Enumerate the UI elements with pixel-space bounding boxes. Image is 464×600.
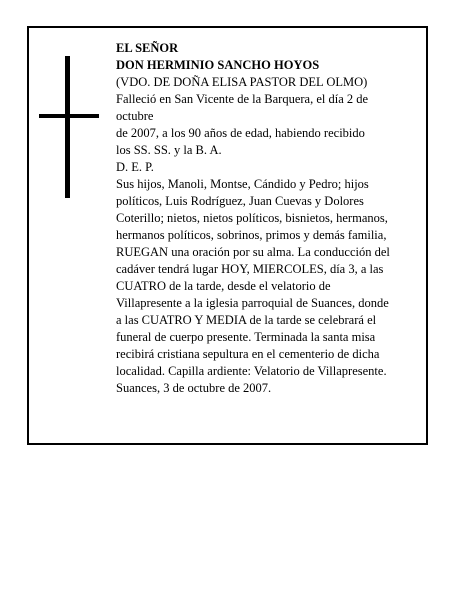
body-line: los SS. SS. y la B. A. — [116, 143, 222, 157]
body-line: recibirá cristiana sepultura en el cementerio de dicha — [116, 347, 380, 361]
body-line: políticos, Luis Rodríguez, Juan Cuevas y Dolores — [116, 194, 364, 208]
body-line: funeral de cuerpo presente. Terminada la santa misa — [116, 330, 376, 344]
deceased-name: DON HERMINIO SANCHO HOYOS — [116, 58, 320, 72]
rip-line: D. E. P. — [116, 160, 154, 174]
obituary-notice — [27, 26, 428, 445]
body-line: octubre — [116, 109, 154, 123]
widow-of-line: (VDO. DE DOÑA ELISA PASTOR DEL OLMO) — [116, 75, 368, 89]
date-line: Suances, 3 de octubre de 2007. — [116, 381, 272, 395]
body-line: localidad. Capilla ardiente: Velatorio de Villapresente. — [116, 364, 387, 378]
body-line: RUEGAN una oración por su alma. La conducción del — [116, 245, 390, 259]
body-line: hermanos políticos, sobrinos, primos y demás familia, — [116, 228, 387, 242]
latin-cross-icon — [39, 56, 99, 198]
body-line: Villapresente a la iglesia parroquial de Suances, donde — [116, 296, 389, 310]
body-line: Falleció en San Vicente de la Barquera, el día 2 de — [116, 92, 369, 106]
body-line: cadáver tendrá lugar HOY, MIERCOLES, día 3, a las — [116, 262, 384, 276]
body-line: de 2007, a los 90 años de edad, habiendo recibido — [116, 126, 365, 140]
notice-title: EL SEÑOR — [116, 41, 179, 55]
body-line: a las CUATRO Y MEDIA de la tarde se celebrará el — [116, 313, 377, 327]
notice-text — [116, 40, 426, 397]
body-line: CUATRO de la tarde, desde el velatorio de — [116, 279, 331, 293]
body-line: Coterillo; nietos, nietos políticos, bisnietos, hermanos, — [116, 211, 388, 225]
body-line: Sus hijos, Manoli, Montse, Cándido y Pedro; hijos — [116, 177, 369, 191]
